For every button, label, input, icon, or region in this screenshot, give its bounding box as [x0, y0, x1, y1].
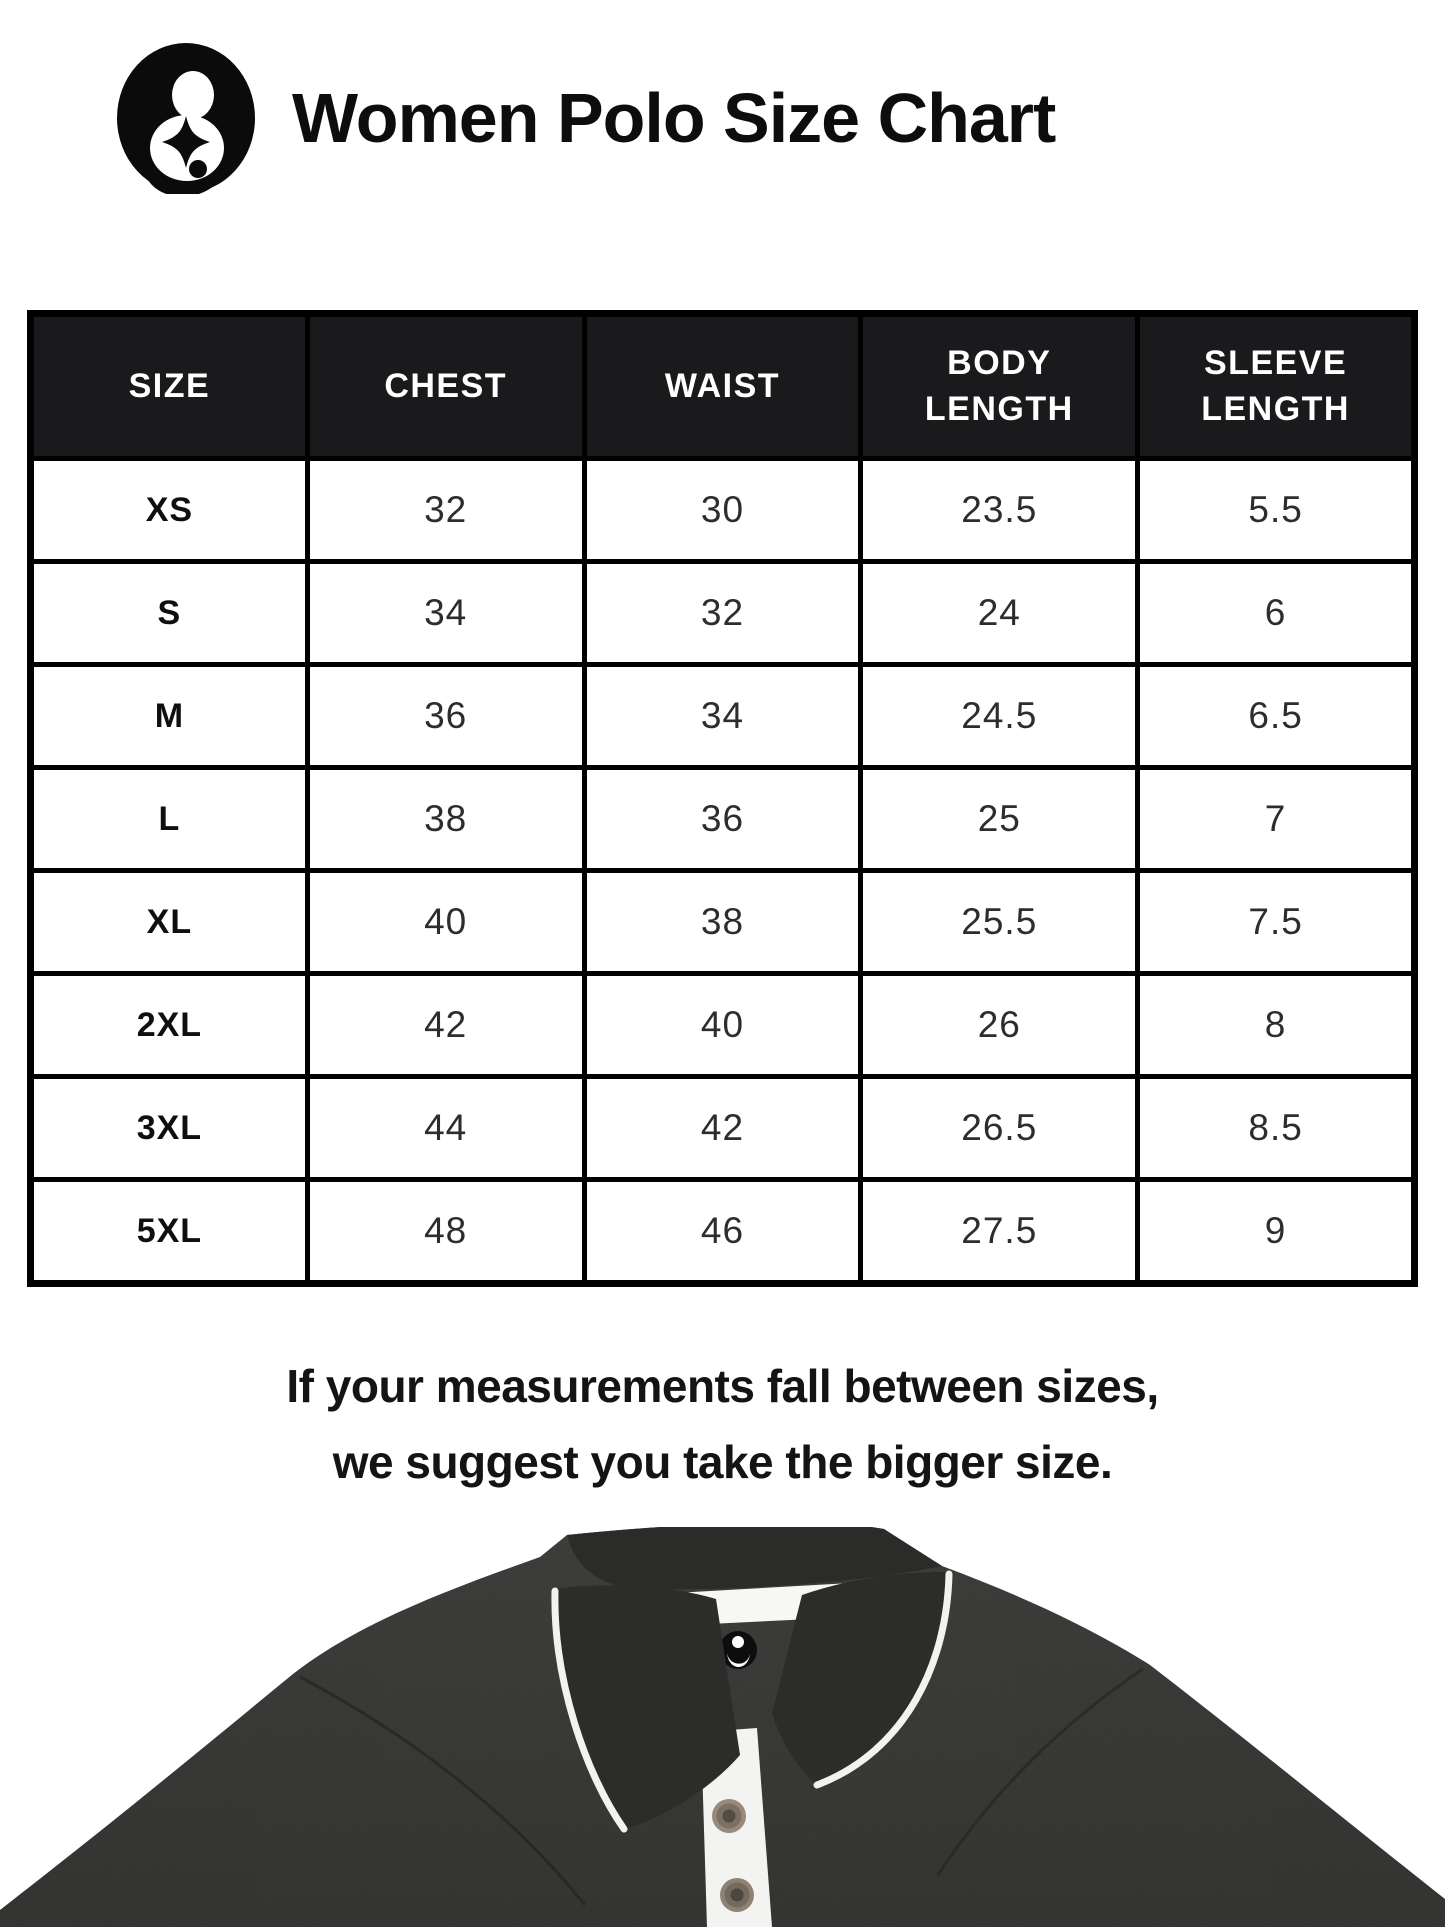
sizing-note-line1: If your measurements fall between sizes, — [286, 1360, 1159, 1412]
size-label: 5XL — [31, 1180, 308, 1284]
sleeve-length-value: 7 — [1138, 768, 1415, 871]
chest-value: 36 — [307, 665, 584, 768]
polo-shirt-image — [0, 1527, 1445, 1927]
brand-header — [116, 40, 1055, 196]
sleeve-length-value: 6 — [1138, 562, 1415, 665]
sleeve-length-value: 8.5 — [1138, 1077, 1415, 1180]
body-length-value: 26.5 — [861, 1077, 1138, 1180]
size-label: XL — [31, 871, 308, 974]
waist-value: 32 — [584, 562, 861, 665]
size-label: M — [31, 665, 308, 768]
table-row-3xl — [31, 1077, 1415, 1180]
sizing-note-line2: we suggest you take the bigger size. — [332, 1436, 1113, 1488]
chest-value: 48 — [307, 1180, 584, 1284]
table-header-row — [31, 314, 1415, 459]
table-row-xs — [31, 459, 1415, 562]
body-length-value: 24 — [861, 562, 1138, 665]
waist-value: 40 — [584, 974, 861, 1077]
sleeve-length-value: 8 — [1138, 974, 1415, 1077]
page-title: Women Polo Size Chart — [292, 79, 1056, 157]
button-icon — [712, 1799, 746, 1833]
waist-value: 34 — [584, 665, 861, 768]
waist-value: 30 — [584, 459, 861, 562]
brand-logo-icon — [116, 42, 256, 194]
column-header-body-length: BODY LENGTH — [861, 314, 1138, 459]
column-header-chest: CHEST — [307, 314, 584, 459]
waist-value: 36 — [584, 768, 861, 871]
chest-value: 38 — [307, 768, 584, 871]
body-length-value: 25.5 — [861, 871, 1138, 974]
size-label: S — [31, 562, 308, 665]
button-icon — [720, 1878, 754, 1912]
waist-value: 38 — [584, 871, 861, 974]
body-length-value: 25 — [861, 768, 1138, 871]
size-chart-table — [27, 310, 1418, 1287]
chest-value: 44 — [307, 1077, 584, 1180]
table-row-xl — [31, 871, 1415, 974]
size-label: 2XL — [31, 974, 308, 1077]
size-label: L — [31, 768, 308, 871]
size-label: 3XL — [31, 1077, 308, 1180]
body-length-value: 23.5 — [861, 459, 1138, 562]
size-label: XS — [31, 459, 308, 562]
chest-value: 42 — [307, 974, 584, 1077]
waist-value: 42 — [584, 1077, 861, 1180]
table-row-l — [31, 768, 1415, 871]
table-row-5xl — [31, 1180, 1415, 1284]
sleeve-length-value: 5.5 — [1138, 459, 1415, 562]
waist-value: 46 — [584, 1180, 861, 1284]
body-length-value: 24.5 — [861, 665, 1138, 768]
table-row-m — [31, 665, 1415, 768]
sleeve-length-value: 6.5 — [1138, 665, 1415, 768]
body-length-value: 27.5 — [861, 1180, 1138, 1284]
sizing-note — [0, 1348, 1445, 1500]
body-length-value: 26 — [861, 974, 1138, 1077]
table-row-s — [31, 562, 1415, 665]
column-header-waist: WAIST — [584, 314, 861, 459]
chest-value: 32 — [307, 459, 584, 562]
table-row-2xl — [31, 974, 1415, 1077]
column-header-sleeve-length: SLEEVE LENGTH — [1138, 314, 1415, 459]
column-header-size: SIZE — [31, 314, 308, 459]
sleeve-length-value: 7.5 — [1138, 871, 1415, 974]
chest-value: 34 — [307, 562, 584, 665]
chest-value: 40 — [307, 871, 584, 974]
sleeve-length-value: 9 — [1138, 1180, 1415, 1284]
